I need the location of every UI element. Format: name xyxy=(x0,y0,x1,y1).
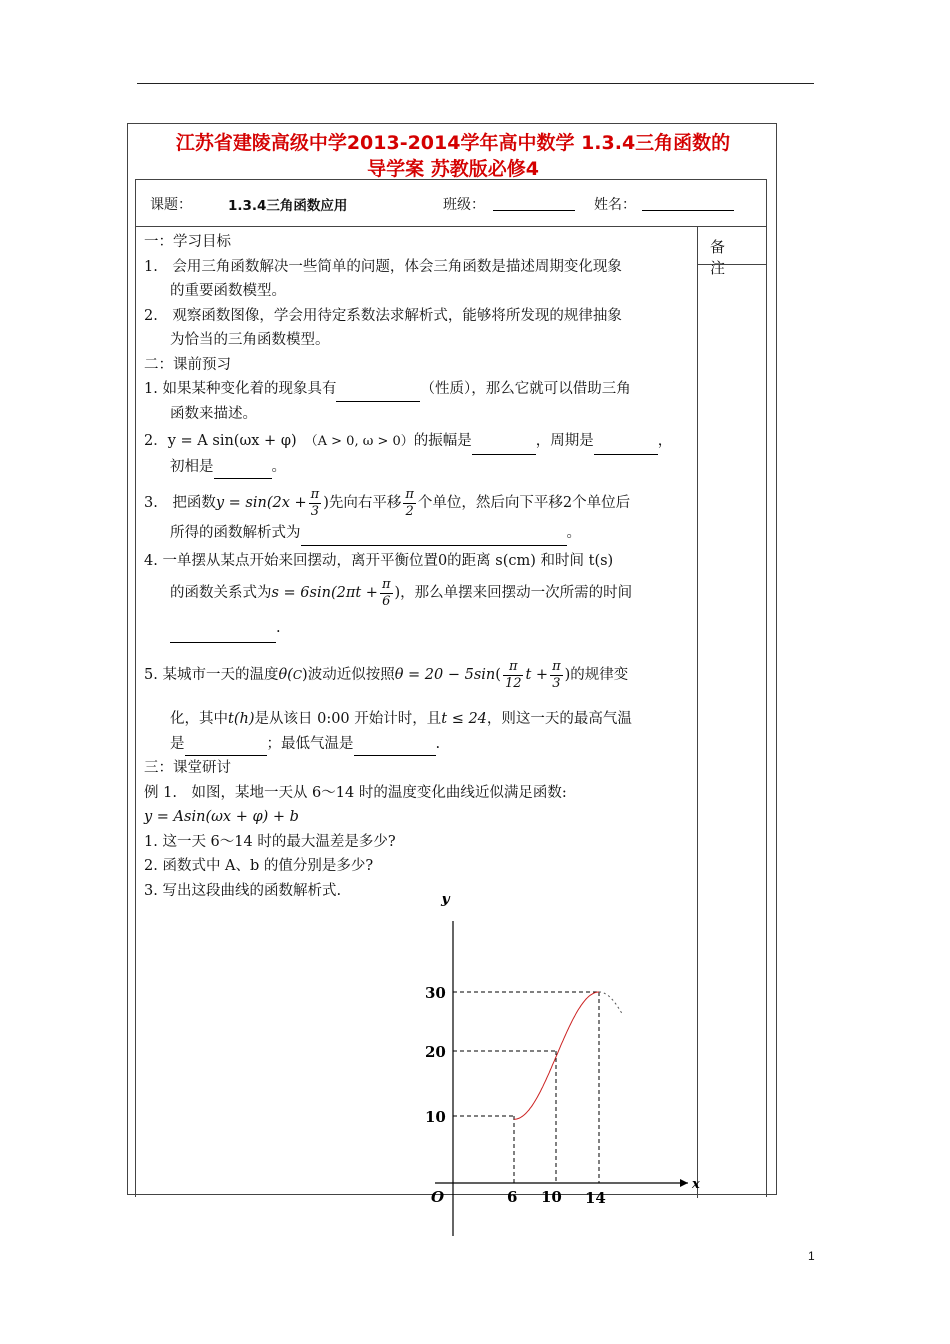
x-tick-label: 10 xyxy=(541,1188,562,1206)
question-4-cont: 的函数关系式为s = 6sin(2πt + $\frac{\pi}{6}$ )，那么单摆来回摆动一次所需的时间 xyxy=(170,576,633,609)
math-formula: θ = 20 − 5sin xyxy=(394,667,496,683)
question-5-answers: 是 ；最低气温是 . xyxy=(144,732,692,757)
example-1-question-2: 2. 函数式中 A、b 的值分别是多少? xyxy=(144,858,374,874)
math-formula: y = sin(2x + xyxy=(215,495,307,511)
question-4: 4. 一单摆从某点开始来回摆动，离开平衡位置0的距离 s(cm) 和时间 t(s) xyxy=(144,552,614,569)
question-1: 1. 如果某种变化着的现象具有 （性质），那么它就可以借助三角 xyxy=(144,377,692,402)
math-fraction: $\frac{\pi}{6}$ xyxy=(381,576,391,609)
math-symbol: θ( xyxy=(278,667,293,683)
topic-label: 课题： xyxy=(150,197,192,213)
header-rule xyxy=(137,83,814,84)
temperature-graph xyxy=(416,896,736,1236)
answer-blank[interactable] xyxy=(301,528,567,546)
example-1: 例 1. 如图，某地一天从 6～14 时的温度变化曲线近似满足函数: xyxy=(144,784,567,801)
math-formula: s = 6sin(2πt + xyxy=(271,585,378,601)
section-heading: 三：课堂研讨 xyxy=(144,760,231,776)
y-tick-label: 30 xyxy=(425,984,446,1002)
math-fraction: $\frac{\pi}{2}$ xyxy=(405,486,414,519)
goal-1-line-1: 1. 会用三角函数解决一些简单的问题，体会三角函数是描述周期变化现象 xyxy=(144,258,622,275)
name-field[interactable] xyxy=(642,194,734,211)
topic-value: 1.3.4三角函数应用 xyxy=(228,198,348,214)
lesson-content xyxy=(144,230,692,903)
class-field[interactable] xyxy=(493,194,575,211)
name-label: 姓名： xyxy=(594,197,636,213)
answer-blank[interactable] xyxy=(185,738,267,756)
question-1-cont: 函数来描述。 xyxy=(170,405,257,422)
answer-blank[interactable] xyxy=(170,625,276,643)
answer-blank[interactable] xyxy=(214,461,272,479)
goal-1-line-2: 的重要函数模型。 xyxy=(170,283,286,299)
question-3-cont: 所得的函数解析式为 。 xyxy=(144,521,692,546)
x-axis-arrow xyxy=(680,1179,688,1187)
math-fraction: $\frac{\pi}{12}$ xyxy=(504,658,522,691)
temperature-curve-extension xyxy=(599,992,622,1014)
y-axis-label: y xyxy=(441,896,450,907)
x-tick-label: 6 xyxy=(507,1188,518,1206)
table-header-row xyxy=(136,180,766,227)
example-1-question-3: 3. 写出这段曲线的函数解析式. xyxy=(144,882,342,899)
goal-2-line-2: 为恰当的三角函数模型。 xyxy=(170,332,330,348)
goal-2-line-1: 2. 观察函数图像，学会用待定系数法求解析式，能够将所发现的规律抽象 xyxy=(144,307,622,324)
math-fraction: $\frac{\pi}{3}$ xyxy=(310,486,320,519)
worksheet-frame xyxy=(127,123,777,1207)
title-line-1: 江苏省建陵高级中学2013-2014学年高中数学 1.3.4三角函数的 xyxy=(175,132,731,154)
answer-blank[interactable] xyxy=(472,437,536,455)
question-5: 5. 某城市一天的温度θ(C)波动近似按照θ = 20 − 5sin( $\frac{\pi}{12}$ t + $\frac{\pi}{3}$ )的规律变 xyxy=(144,658,629,691)
origin-label: O xyxy=(431,1188,445,1206)
x-tick-label: 14 xyxy=(585,1189,606,1207)
question-2-cont: 初相是 。 xyxy=(144,455,692,480)
document-title xyxy=(128,130,778,182)
notes-header-rule xyxy=(697,264,767,265)
x-axis-label: x xyxy=(692,1177,700,1192)
section-heading: 一：学习目标 xyxy=(144,234,231,250)
answer-blank[interactable] xyxy=(336,384,420,402)
page-number: 1 xyxy=(808,1249,815,1263)
math-condition: （A > 0, ω > 0） xyxy=(311,434,414,449)
question-3: 3. 把函数y = sin(2x + $\frac{\pi}{3}$ )先向右平移 $\frac{\pi}{2}$ 个单位，然后向下平移2个单位后 xyxy=(144,486,631,519)
y-tick-label: 20 xyxy=(425,1043,446,1061)
question-5-cont: 化，其中t(h)是从该日 0:00 开始计时，且t ≤ 24，则这一天的最高气温 xyxy=(170,711,632,727)
answer-blank[interactable] xyxy=(594,437,658,455)
math-formula: y = A sin(ωx + φ) xyxy=(167,433,297,449)
section-heading: 二：课前预习 xyxy=(144,356,231,373)
example-1-formula: y = Asin(ωx + φ) + b xyxy=(144,809,299,825)
class-label: 班级： xyxy=(443,197,485,213)
title-line-2: 导学案 苏教版必修4 xyxy=(367,158,539,180)
example-1-question-1: 1. 这一天 6～14 时的最大温差是多少? xyxy=(144,833,396,850)
question-2: 2．y = A sin(ωx + φ) （A > 0, ω > 0）的振幅是 ，周期是 ， xyxy=(144,429,692,455)
worksheet-table xyxy=(135,179,767,1207)
math-fraction: $\frac{\pi}{3}$ xyxy=(552,658,561,691)
y-tick-label: 10 xyxy=(425,1108,446,1126)
notes-column-label: 备 注 xyxy=(710,238,736,277)
question-4-answer: . xyxy=(144,613,692,643)
answer-blank[interactable] xyxy=(354,738,436,756)
